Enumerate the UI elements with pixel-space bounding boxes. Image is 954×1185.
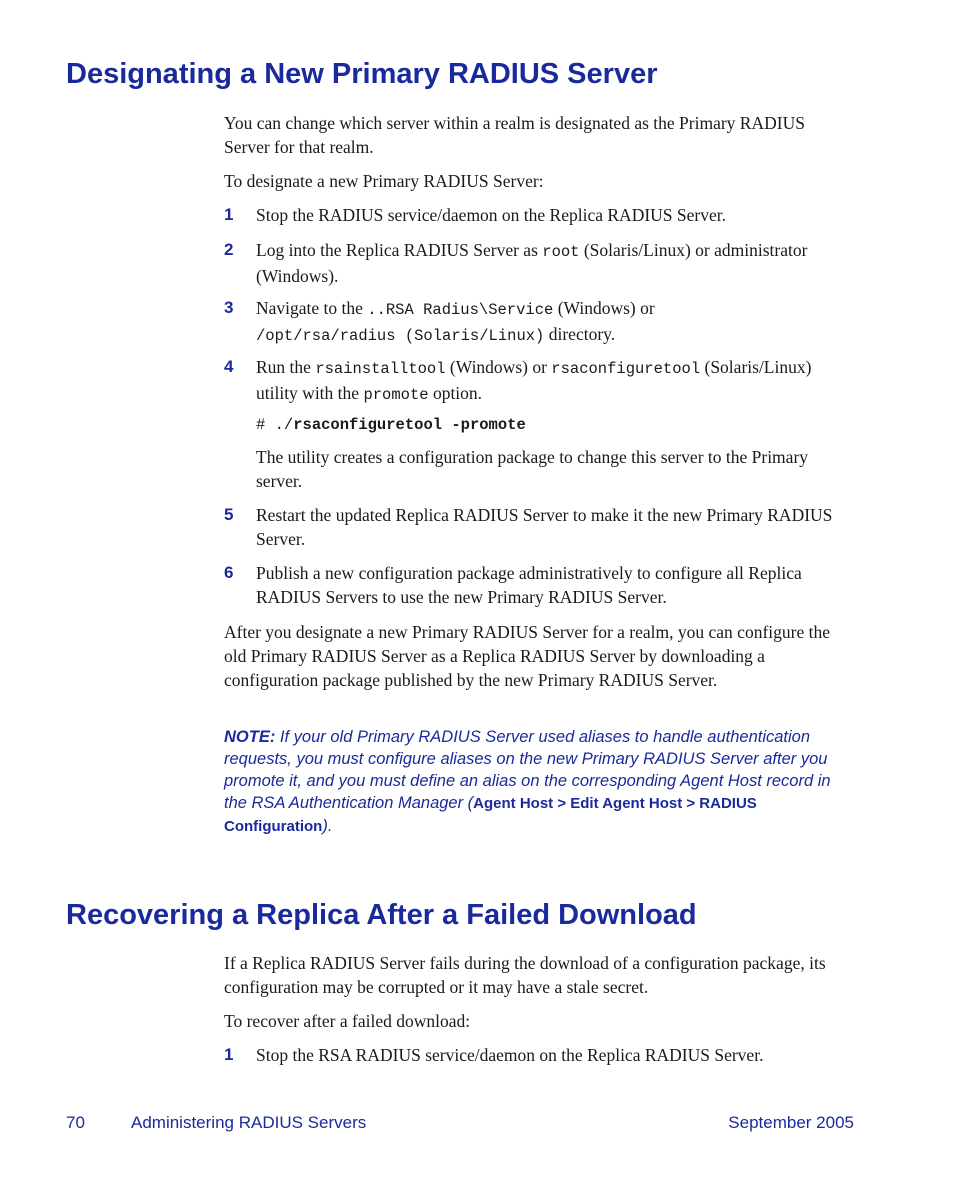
after-paragraph: After you designate a new Primary RADIUS Server for a realm, you can configure the old Primary RADIUS Server as a Replica RADIUS Server by downloading a configuration package published by the new Primary RADIUS Server. xyxy=(224,622,830,690)
code-promote: promote xyxy=(363,386,429,404)
step-text: Log into the Replica RADIUS Server as root (Solaris/Linux) or administrator (Windows). xyxy=(256,240,808,286)
step-number: 6 xyxy=(224,563,234,582)
step-number: 2 xyxy=(224,240,234,259)
code-unix-path: /opt/rsa/radius (Solaris/Linux) xyxy=(256,327,545,345)
procedure-lead: To designate a new Primary RADIUS Server: xyxy=(224,171,544,191)
step-number: 1 xyxy=(224,1045,234,1064)
publication-date: September 2005 xyxy=(728,1113,854,1132)
step-number: 5 xyxy=(224,505,234,524)
step-4-result: The utility creates a configuration package to change this server to the Primary server. xyxy=(256,447,809,491)
section-title-recovering: Recovering a Replica After a Failed Download xyxy=(66,899,697,931)
code-configuretool: rsaconfiguretool xyxy=(551,360,701,378)
step-number: 4 xyxy=(224,357,234,376)
recover-step-1 xyxy=(224,1043,854,1067)
step-text: Navigate to the ..RSA Radius\Service (Windows) or /opt/rsa/radius (Solaris/Linux) directory. xyxy=(256,298,655,345)
note: NOTE: If your old Primary RADIUS Server used aliases to handle authentication requests, you must configure aliases on the new Primary RADIUS Server after you promote it, and you must define an alias on the corresponding Agent Host record in the RSA Authentication Manager (Agent Host > Edit Agent Host > RADIUS Configuration). xyxy=(224,728,831,835)
code-windows-path: ..RSA Radius\Service xyxy=(367,301,554,319)
page-number: 70 xyxy=(66,1113,85,1132)
section-title-designating: Designating a New Primary RADIUS Server xyxy=(66,58,658,90)
code-root: root xyxy=(542,243,580,261)
step-2 xyxy=(224,238,854,288)
step-6 xyxy=(224,561,854,609)
step-text: Run the rsainstalltool (Windows) or rsaconfiguretool (Solaris/Linux) utility with the promote option. xyxy=(256,357,812,404)
step-text: Publish a new configuration package administratively to configure all Replica RADIUS Servers to use the new Primary RADIUS Server. xyxy=(256,563,802,607)
command-text: rsaconfiguretool -promote xyxy=(293,416,526,434)
step-1 xyxy=(224,203,854,227)
step-text: Stop the RADIUS service/daemon on the Replica RADIUS Server. xyxy=(256,205,726,225)
step-number: 1 xyxy=(224,205,234,224)
step-3 xyxy=(224,296,854,348)
step-text: Stop the RSA RADIUS service/daemon on the Replica RADIUS Server. xyxy=(256,1045,764,1065)
chapter-title: Administering RADIUS Servers xyxy=(131,1113,367,1132)
step-number: 3 xyxy=(224,298,234,317)
code-installtool: rsainstalltool xyxy=(315,360,446,378)
intro-paragraph: You can change which server within a realm is designated as the Primary RADIUS Server for that realm. xyxy=(224,113,805,157)
step-text: Restart the updated Replica RADIUS Server to make it the new Primary RADIUS Server. xyxy=(256,505,833,549)
step-5 xyxy=(224,503,854,551)
recover-intro: If a Replica RADIUS Server fails during the download of a configuration package, its configuration may be corrupted or it may have a stale secret. xyxy=(224,953,826,997)
note-label: NOTE: xyxy=(224,728,276,746)
step-4 xyxy=(224,355,854,407)
recover-lead: To recover after a failed download: xyxy=(224,1011,471,1031)
command-example: # ./rsaconfiguretool -promote xyxy=(256,416,526,434)
ui-path: Agent Host > Edit Agent Host > RADIUS Configuration xyxy=(224,795,757,835)
